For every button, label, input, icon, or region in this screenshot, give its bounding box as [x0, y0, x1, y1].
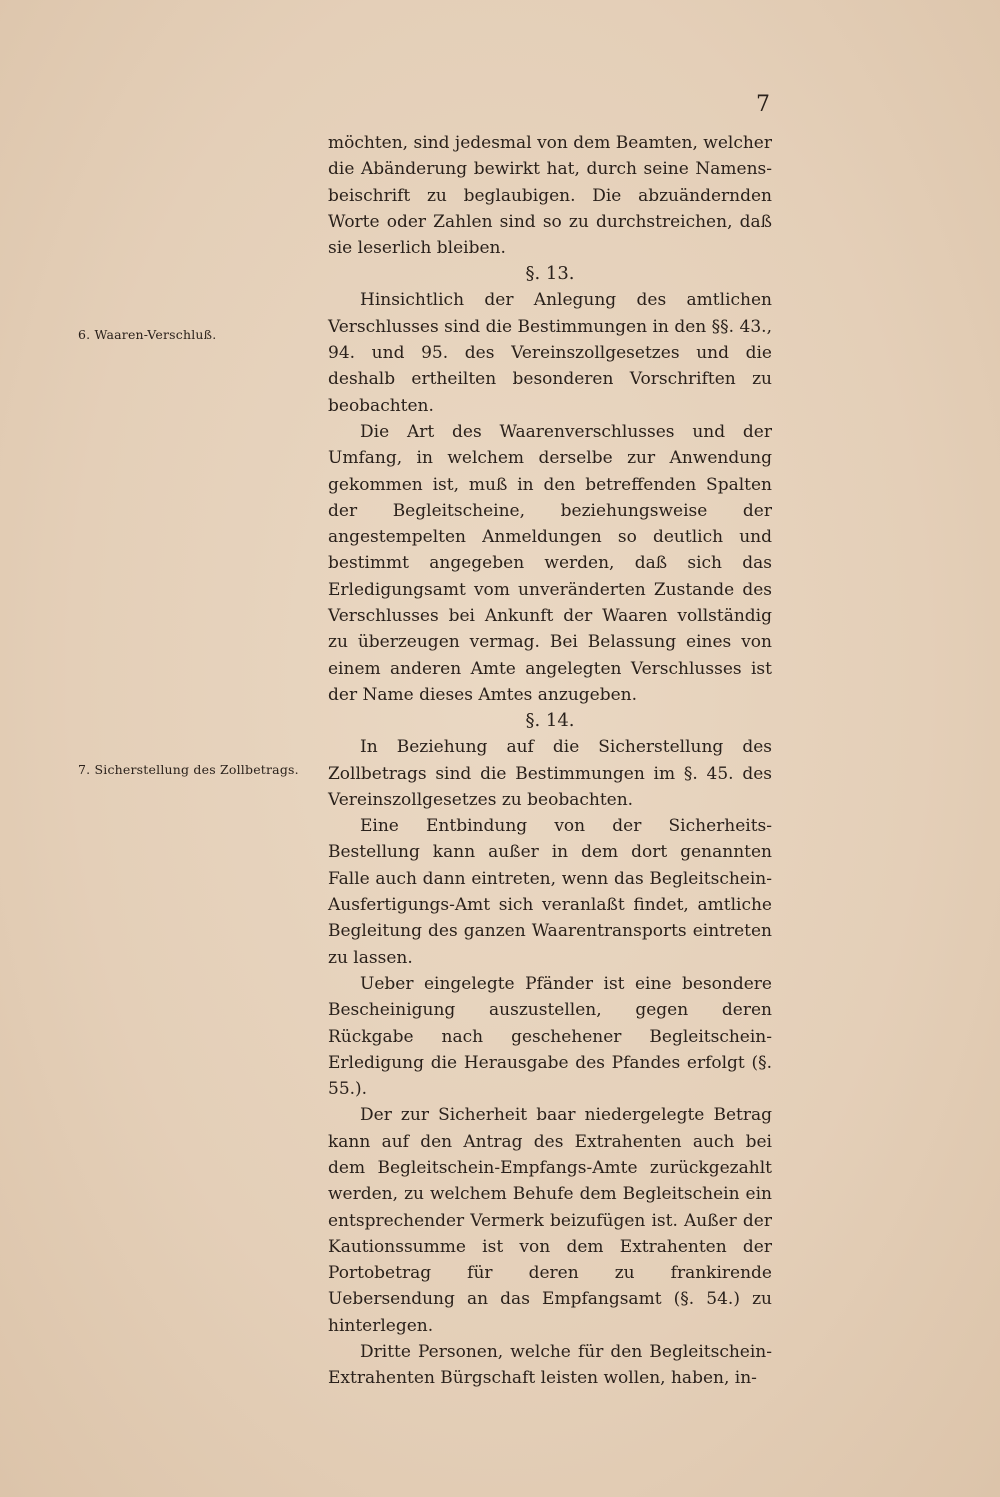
section-heading-14: §. 14. [525, 710, 575, 732]
paragraph: Ueber eingelegte Pfänder ist eine besondere Bescheinigung auszustellen, gegen deren Rückgabe nach geschehener Begleitschein-Erledigung die Herausgabe des Pfandes erfolgt (§. 55.). [328, 973, 772, 1100]
paragraph: In Beziehung auf die Sicherstellung des Zollbetrags sind die Bestimmungen im §. 45. des Vereinszollgesetzes zu beobachten. [328, 737, 772, 810]
main-text [328, 130, 772, 1392]
section-heading-13: §. 13. [525, 263, 575, 285]
paragraph: Eine Entbindung von der Sicherheits-Bestellung kann außer in dem dort genannten Falle auch dann eintreten, wenn das Begleitschein-Ausfertigungs-Amt sich veranlaßt findet, amtliche Begleitung des ganzen Waarentransports eintreten zu lassen. [328, 816, 772, 968]
paragraph: Der zur Sicherheit baar niedergelegte Betrag kann auf den Antrag des Extrahenten auch bei dem Begleitschein-Empfangs-Amte zurückgezahlt werden, zu welchem Behufe dem Begleitschein ein entsprechender Vermerk beizufügen ist. Außer der Kautionssumme ist von dem Extrahenten der Portobetrag für deren zu frankirende Uebersendung an das Empfangsamt (§. 54.) zu hinterlegen. [328, 1105, 772, 1336]
paragraph: Dritte Personen, welche für den Begleitschein-Extrahenten Bürgschaft leisten wollen, haben, in- [328, 1342, 772, 1389]
paragraph: möchten, sind jedesmal von dem Beamten, welcher die Abänderung bewirkt hat, durch seine Namens-beischrift zu beglaubigen. Die abzuändernden Worte oder Zahlen sind so zu durchstreichen, daß sie leserlich bleiben. [328, 133, 772, 259]
paragraph: Hinsichtlich der Anlegung des amtlichen Verschlusses sind die Bestimmungen in den §§. 43., 94. und 95. des Vereinszollgesetzes und die deshalb ertheilten besonderen Vorschriften zu beobachten. [328, 290, 772, 416]
paragraph: Die Art des Waarenverschlusses und der Umfang, in welchem derselbe zur Anwendung gekommen ist, muß in den betreffenden Spalten der Begleitscheine, beziehungsweise der angestempelten Anmeldungen so deutlich und bestimmt angegeben werden, daß sich das Erledigungsamt vom unveränderten Zustande des Verschlusses bei Ankunft der Waaren vollständig zu überzeugen vermag. Bei Belassung eines von einem anderen Amte angelegten Verschlusses ist der Name dieses Amtes anzugeben. [328, 421, 772, 705]
margin-note-waaren-verschluss: 6. Waaren-Verschluß. [78, 327, 217, 342]
page-number: 7 [756, 92, 770, 117]
margin-note-sicherstellung: 7. Sicherstellung des Zollbetrags. [78, 762, 299, 777]
